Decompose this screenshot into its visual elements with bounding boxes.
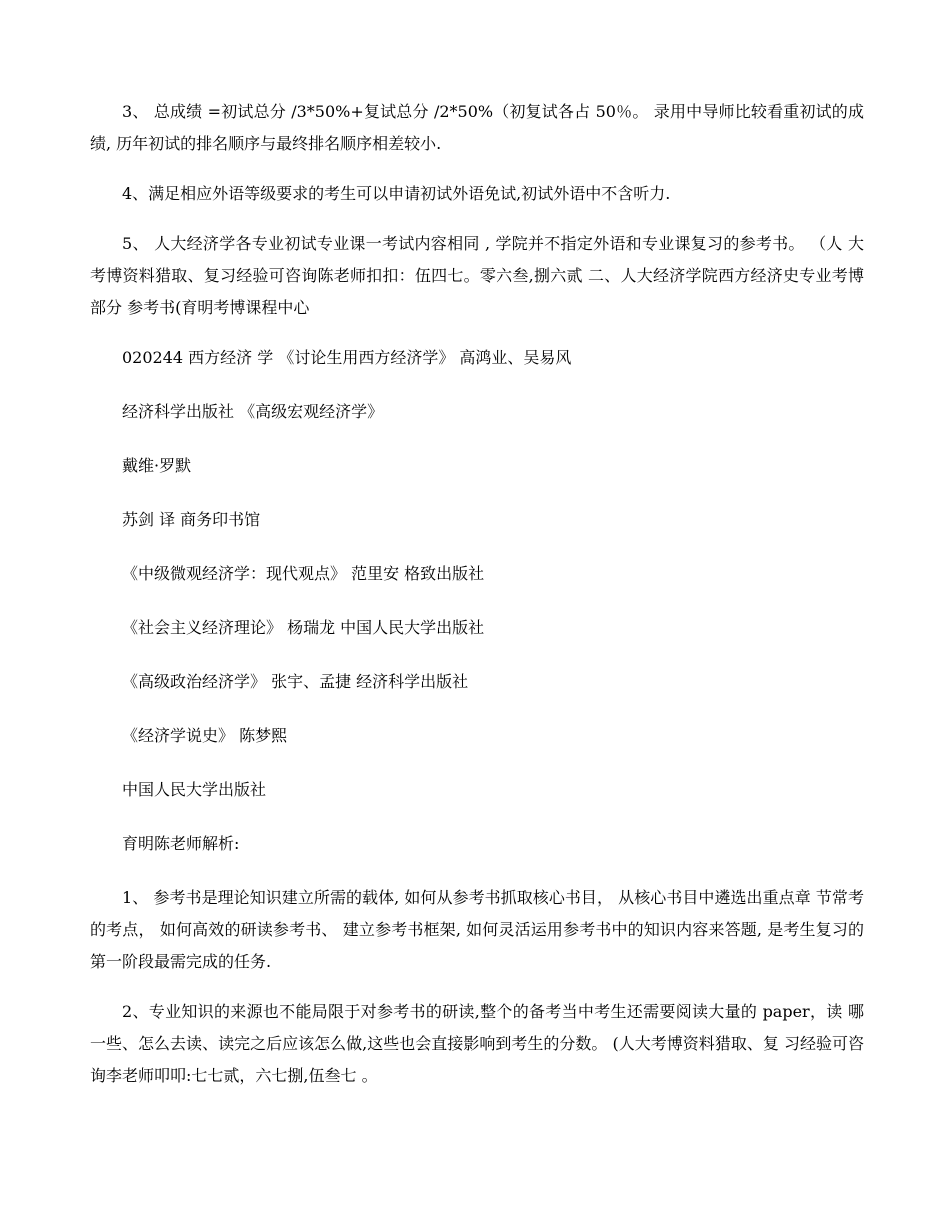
book-list-item: 《高级政治经济学》 张宇、孟捷 经济科学出版社	[122, 672, 469, 691]
book-list-item: 《社会主义经济理论》 杨瑞龙 中国人民大学出版社	[122, 618, 485, 637]
book-list-item: 苏剑 译 商务印书馆	[122, 510, 261, 529]
book-list-item: 经济科学出版社 《高级宏观经济学》	[122, 402, 384, 421]
book-list-item: 020244 西方经济 学 《讨论生用西方经济学》 高鸿业、吴易风	[122, 348, 572, 367]
book-list-item: 中国人民大学出版社	[122, 780, 267, 799]
paragraph-reference-books-note: 5、 人大经济学各专业初试专业课一考试内容相同 , 学院并不指定外语和专业课复习的参考书。 （人 大考博资料猎取、复习经验可咨询陈老师扣扣：伍四七。零六叁,捌六贰 二、人大经济学院西方经济史专业考博 部分 参考书(育明考博课程中心	[90, 234, 864, 317]
paragraph-analysis-2: 2、专业知识的来源也不能局限于对参考书的研读,整个的备考当中考生还需要阅读大量的 paper，读 哪一些、怎么去读、读完之后应该怎么做,这些也会直接影响到考生的分数。 (人大考博资料猎取、复 习经验可咨询李老师叩叩:七七贰，六七捌,伍叁七 。	[90, 1002, 864, 1085]
book-list-item: 《中级微观经济学：现代观点》 范里安 格致出版社	[122, 564, 485, 583]
paragraph-analysis-1: 1、 参考书是理论知识建立所需的载体, 如何从参考书抓取核心书目， 从核心书目中遴选出重点章 节常考的考点， 如何高效的研读参考书、 建立参考书框架, 如何灵活运用参考书中的知识内容来答题, 是考生复习的第一阶段最需完成的任务.	[90, 888, 864, 971]
section-heading: 育明陈老师解析:	[122, 834, 240, 853]
paragraph-total-score: 3、 总成绩 =初试总分 /3*50%+复试总分 /2*50%（初复试各占 50％。 录用中导师比较看重初试的成绩, 历年初试的排名顺序与最终排名顺序相差较小.	[90, 102, 864, 153]
paragraph-language-exemption: 4、满足相应外语等级要求的考生可以申请初试外语免试,初试外语中不含听力.	[122, 184, 671, 203]
book-list-item: 《经济学说史》 陈梦熙	[122, 726, 288, 745]
book-list-item: 戴维·罗默	[122, 456, 192, 475]
